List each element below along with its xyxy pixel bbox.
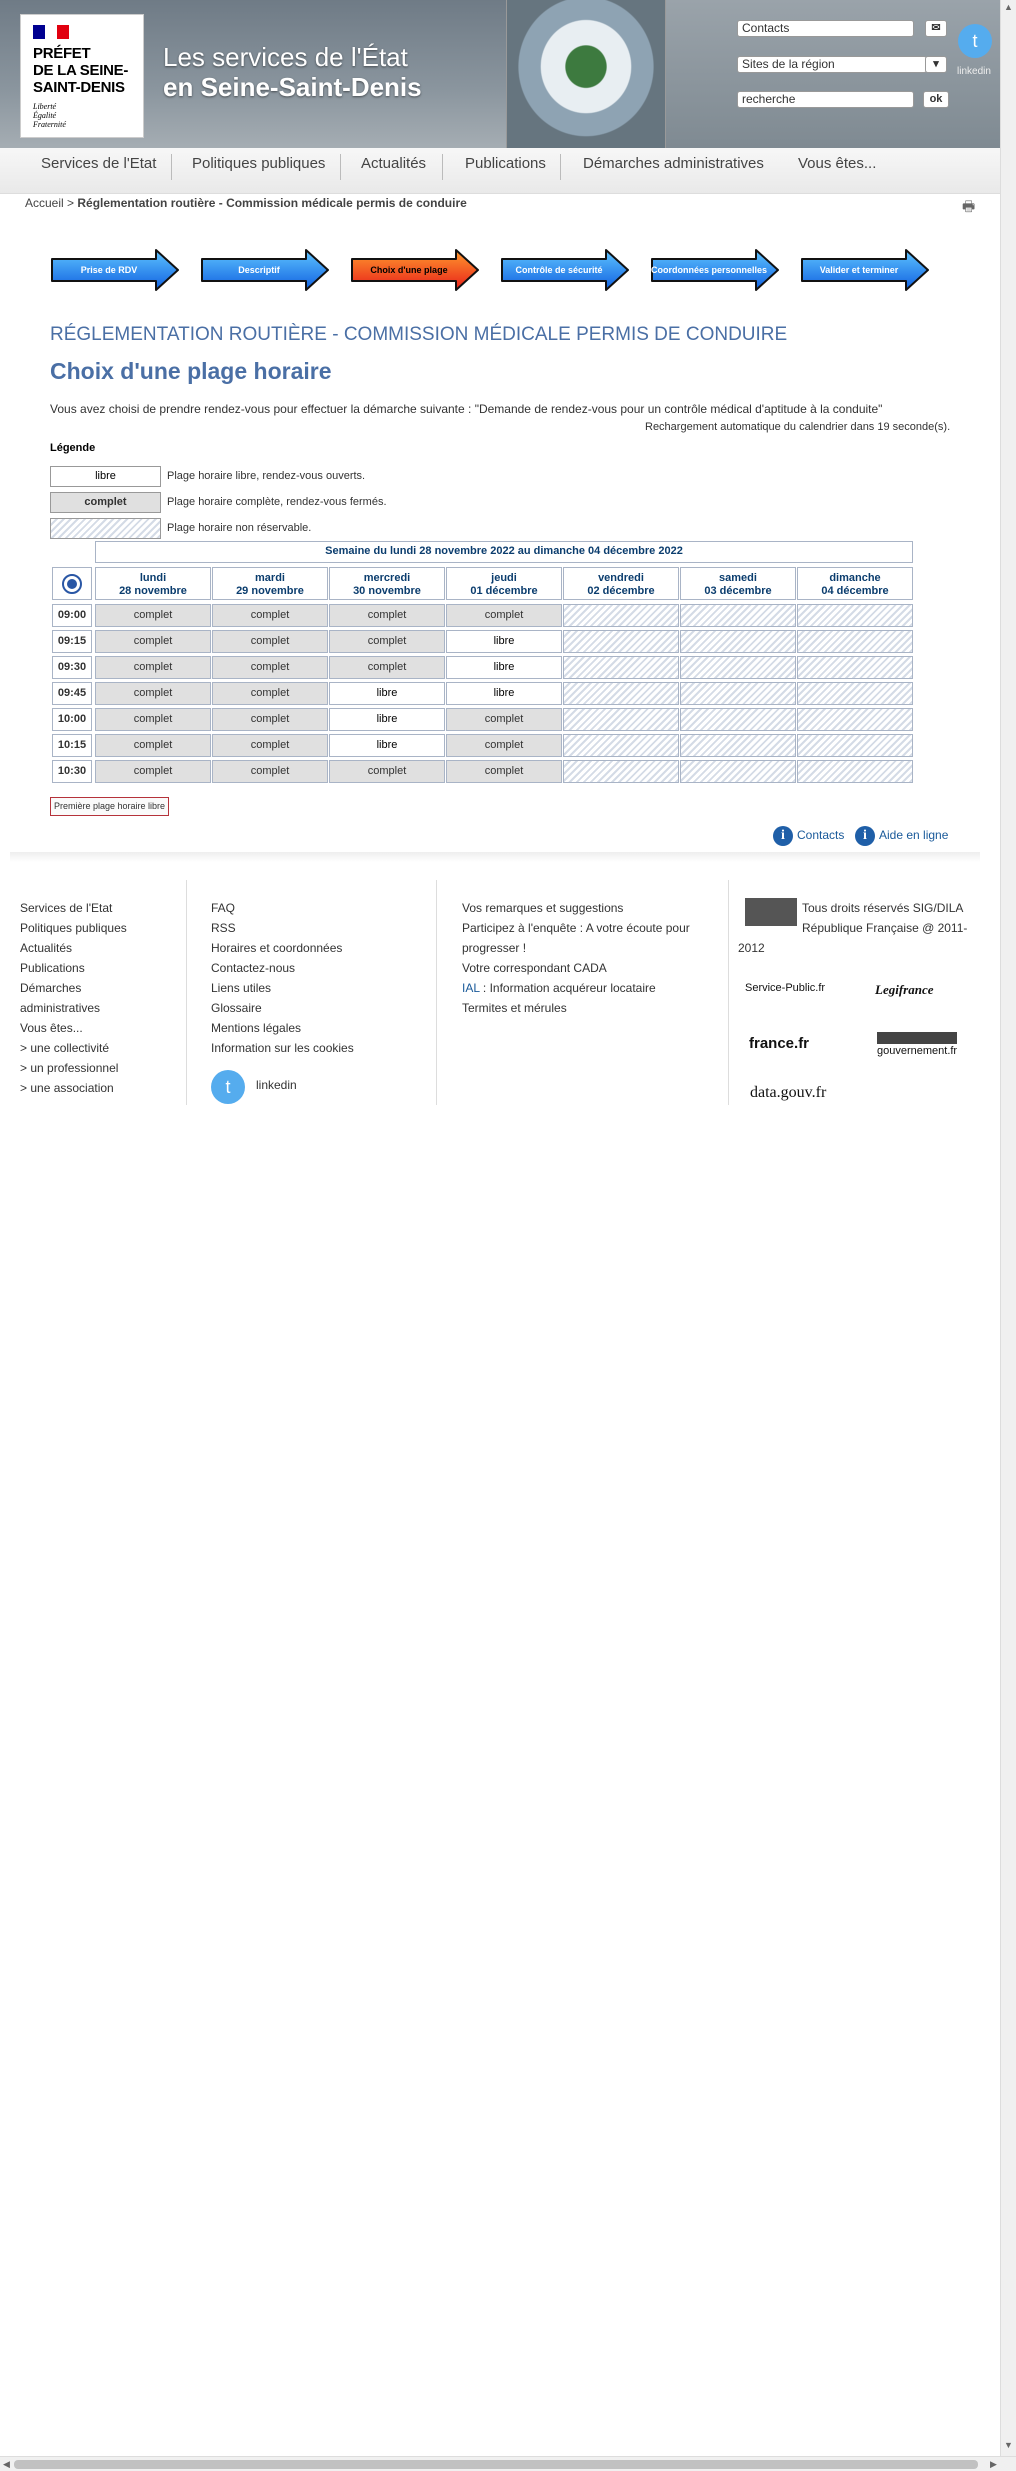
legend-unavailable-swatch: [50, 518, 161, 539]
step-label: Contrôle de sécurité: [515, 265, 603, 275]
week-header: Semaine du lundi 28 novembre 2022 au dimanche 04 décembre 2022: [95, 541, 913, 563]
footer-link[interactable]: progresser !: [462, 941, 527, 955]
mail-icon[interactable]: ✉: [925, 20, 947, 37]
nav-demarches[interactable]: Démarches administratives: [583, 155, 764, 172]
gouvernement-logo[interactable]: gouvernement.fr: [877, 1032, 957, 1058]
nav-divider: [171, 154, 172, 180]
breadcrumb-current: Réglementation routière - Commission médicale permis de conduire: [77, 196, 467, 210]
region-select[interactable]: Sites de la région: [737, 56, 927, 73]
footer-link[interactable]: RSS: [211, 921, 236, 935]
slot-libre[interactable]: libre: [446, 682, 562, 705]
time-label: 10:00: [52, 708, 92, 731]
slot-complet: complet: [212, 656, 328, 679]
slot-unavailable: [563, 604, 679, 627]
footer-divider: [436, 880, 437, 1105]
logo-motto: Liberté Égalité Fraternité: [33, 102, 66, 129]
contacts-link[interactable]: i Contacts: [773, 826, 844, 846]
slot-complet: complet: [212, 708, 328, 731]
slot-complet: complet: [95, 734, 211, 757]
slot-unavailable: [680, 760, 796, 783]
aide-en-ligne-link[interactable]: i Aide en ligne: [855, 826, 948, 846]
slot-libre[interactable]: libre: [446, 656, 562, 679]
nav-politiques-publiques[interactable]: Politiques publiques: [192, 155, 326, 172]
info-icon: i: [855, 826, 875, 846]
info-icon: i: [773, 826, 793, 846]
step-label: Prise de RDV: [80, 265, 138, 275]
chevron-down-icon[interactable]: ▾: [925, 56, 947, 73]
legend-complet-text: Plage horaire complète, rendez-vous fermés.: [167, 496, 387, 508]
slot-unavailable: [563, 708, 679, 731]
slot-complet: complet: [446, 734, 562, 757]
footer-divider: [728, 880, 729, 1105]
slot-complet: complet: [95, 682, 211, 705]
nav-vous-etes[interactable]: Vous êtes...: [798, 155, 877, 172]
site-title: Les services de l'État en Seine-Saint-Denis: [163, 42, 422, 102]
nav-actualites[interactable]: Actualités: [361, 155, 427, 172]
vertical-scrollbar[interactable]: [1000, 0, 1016, 2456]
day-header-mercredi: mercredi 30 novembre: [329, 567, 445, 600]
slot-unavailable: [680, 630, 796, 653]
time-label: 09:00: [52, 604, 92, 627]
day-header-vendredi: vendredi 02 décembre: [563, 567, 679, 600]
footer-link[interactable]: Contactez-nous: [211, 961, 296, 975]
scrollbar-thumb[interactable]: [14, 2460, 978, 2469]
slot-complet: complet: [329, 760, 445, 783]
twitter-icon[interactable]: t: [958, 24, 992, 58]
day-header-lundi: lundi 28 novembre: [95, 567, 211, 600]
twitter-icon[interactable]: t: [211, 1070, 245, 1104]
legend-title: Légende: [50, 442, 96, 454]
slot-complet: complet: [95, 656, 211, 679]
slot-unavailable: [797, 656, 913, 679]
footer-link[interactable]: Vous êtes...: [20, 1021, 83, 1035]
footer-link[interactable]: Glossaire: [211, 1001, 262, 1015]
slot-libre[interactable]: libre: [329, 734, 445, 757]
slot-unavailable: [797, 760, 913, 783]
slot-complet: complet: [329, 604, 445, 627]
slot-libre[interactable]: libre: [446, 630, 562, 653]
step-4[interactable]: [500, 248, 630, 292]
time-label: 10:15: [52, 734, 92, 757]
slot-complet: complet: [329, 656, 445, 679]
footer-link[interactable]: Liens utiles: [211, 981, 272, 995]
slot-unavailable: [797, 630, 913, 653]
footer-divider: [10, 852, 980, 862]
section-title: RÉGLEMENTATION ROUTIÈRE - COMMISSION MÉDICALE PERMIS DE CONDUIRE: [50, 324, 788, 345]
footer-link[interactable]: Termites et mérules: [462, 1001, 567, 1015]
footer-link[interactable]: > un professionnel: [20, 1061, 119, 1075]
site-header: [0, 0, 1000, 148]
slot-complet: complet: [212, 604, 328, 627]
stadium-photo: [506, 0, 666, 148]
horizontal-scrollbar[interactable]: [0, 2456, 1016, 2471]
footer-link[interactable]: Démarches: [20, 981, 82, 995]
step-3[interactable]: [350, 248, 480, 292]
slot-complet: complet: [95, 604, 211, 627]
time-label: 09:15: [52, 630, 92, 653]
footer-link[interactable]: > une collectivité: [20, 1041, 110, 1055]
slot-unavailable: [563, 630, 679, 653]
slot-unavailable: [680, 656, 796, 679]
footer-col-1: [20, 898, 127, 1098]
french-flag-icon: [33, 25, 69, 39]
search-button[interactable]: ok: [923, 91, 949, 108]
slot-complet: complet: [329, 630, 445, 653]
slot-complet: complet: [212, 760, 328, 783]
slot-unavailable: [563, 656, 679, 679]
slot-unavailable: [563, 682, 679, 705]
step-label: Valider et terminer: [819, 265, 899, 275]
slot-unavailable: [680, 682, 796, 705]
slot-unavailable: [797, 708, 913, 731]
intro-text: Vous avez choisi de prendre rendez-vous pour effectuer la démarche suivante : "Demande de rendez-vous pour un contrôle médical d'aptitude à la conduite": [50, 402, 883, 416]
slot-unavailable: [797, 682, 913, 705]
step-label: Coordonnées personnelles: [650, 265, 768, 275]
slot-unavailable: [563, 760, 679, 783]
nav-divider: [560, 154, 561, 180]
time-label: 09:45: [52, 682, 92, 705]
prefecture-logo[interactable]: [20, 14, 144, 138]
nav-divider: [442, 154, 443, 180]
slot-unavailable: [797, 604, 913, 627]
nav-publications[interactable]: Publications: [465, 155, 546, 172]
step-label: Choix d'une plage: [370, 265, 448, 275]
slot-complet: complet: [446, 604, 562, 627]
time-label: 10:30: [52, 760, 92, 783]
slot-unavailable: [680, 604, 796, 627]
scroll-down-icon[interactable]: ▼: [1004, 2440, 1013, 2450]
breadcrumb: Accueil > Réglementation routière - Commission médicale permis de conduire: [25, 196, 467, 210]
footer-link[interactable]: Vos remarques et suggestions: [462, 901, 624, 915]
footer-col-3: [462, 898, 690, 1018]
slot-unavailable: [797, 734, 913, 757]
page-title: Choix d'une plage horaire: [50, 358, 332, 384]
day-header-dimanche: dimanche 04 décembre: [797, 567, 913, 600]
footer-link[interactable]: Services de l'Etat: [20, 901, 113, 915]
step-6[interactable]: [800, 248, 930, 292]
nav-services-etat[interactable]: Services de l'Etat: [41, 155, 157, 172]
footer-link[interactable]: Information sur les cookies: [211, 1041, 354, 1055]
footer-link[interactable]: > une association: [20, 1081, 114, 1095]
step-5[interactable]: [650, 248, 780, 292]
step-1[interactable]: [50, 248, 180, 292]
legend-libre-text: Plage horaire libre, rendez-vous ouverts.: [167, 470, 366, 482]
footer-link[interactable]: Publications: [20, 961, 85, 975]
france-fr-logo[interactable]: france.fr: [749, 1035, 810, 1052]
nav-divider: [340, 154, 341, 180]
slot-unavailable: [563, 734, 679, 757]
step-2[interactable]: [200, 248, 330, 292]
slot-unavailable: [680, 708, 796, 731]
day-header-mardi: mardi 29 novembre: [212, 567, 328, 600]
slot-complet: complet: [95, 630, 211, 653]
slot-complet: complet: [446, 708, 562, 731]
legifrance-logo[interactable]: Legifrance: [875, 982, 934, 997]
slot-unavailable: [680, 734, 796, 757]
data-gouv-logo[interactable]: data.gouv.fr: [750, 1084, 827, 1101]
footer-link[interactable]: Mentions légales: [211, 1021, 302, 1035]
legend-libre-swatch: libre: [50, 466, 161, 487]
slot-complet: complet: [212, 682, 328, 705]
footer-link[interactable]: Participez à l'enquête : A votre écoute pour: [462, 921, 690, 935]
footer-link[interactable]: Votre correspondant CADA: [462, 961, 607, 975]
slot-complet: complet: [212, 734, 328, 757]
day-header-jeudi: jeudi 01 décembre: [446, 567, 562, 600]
linkedin-icon[interactable]: linkedin: [256, 1078, 297, 1092]
scroll-left-icon[interactable]: ◀: [3, 2459, 10, 2469]
scroll-right-icon[interactable]: ▶: [990, 2459, 997, 2469]
linkedin-icon[interactable]: linkedin: [957, 66, 991, 77]
reload-countdown: Rechargement automatique du calendrier dans 19 seconde(s).: [645, 421, 951, 433]
footer-link[interactable]: administratives: [20, 1001, 101, 1015]
contacts-input[interactable]: Contacts: [737, 20, 914, 37]
slot-complet: complet: [95, 760, 211, 783]
main-nav: [0, 148, 1000, 194]
scroll-up-icon[interactable]: ▲: [1004, 2, 1013, 12]
footer-link[interactable]: FAQ: [211, 901, 236, 915]
search-input[interactable]: recherche: [737, 91, 914, 108]
footer-col-2: [211, 898, 354, 1058]
footer-link[interactable]: Actualités: [20, 941, 73, 955]
footer-link-ial[interactable]: IAL : Information acquéreur locataire: [462, 981, 656, 995]
slot-libre[interactable]: libre: [329, 682, 445, 705]
first-free-slot-button[interactable]: Première plage horaire libre: [50, 797, 169, 816]
footer-link[interactable]: Horaires et coordonnées: [211, 941, 343, 955]
logo-title: PRÉFET DE LA SEINE- SAINT-DENIS: [33, 45, 129, 96]
step-label: Descriptif: [238, 265, 280, 275]
slot-complet: complet: [95, 708, 211, 731]
slot-libre[interactable]: libre: [329, 708, 445, 731]
time-label: 09:30: [52, 656, 92, 679]
day-header-samedi: samedi 03 décembre: [680, 567, 796, 600]
legend-complet-swatch: complet: [50, 492, 161, 513]
slot-complet: complet: [446, 760, 562, 783]
breadcrumb-home[interactable]: Accueil: [25, 196, 64, 210]
service-public-logo[interactable]: Service-Public.fr: [745, 982, 826, 994]
footer-copyright: Tous droits réservés SIG/DILA République Française @ 2011- 2012: [738, 901, 968, 955]
legend-unavailable-text: Plage horaire non réservable.: [167, 522, 312, 534]
print-icon[interactable]: 🖶: [962, 198, 976, 214]
footer-divider: [186, 880, 187, 1105]
calendar-refresh-icon[interactable]: [52, 567, 92, 600]
slot-complet: complet: [212, 630, 328, 653]
footer-link[interactable]: Politiques publiques: [20, 921, 127, 935]
